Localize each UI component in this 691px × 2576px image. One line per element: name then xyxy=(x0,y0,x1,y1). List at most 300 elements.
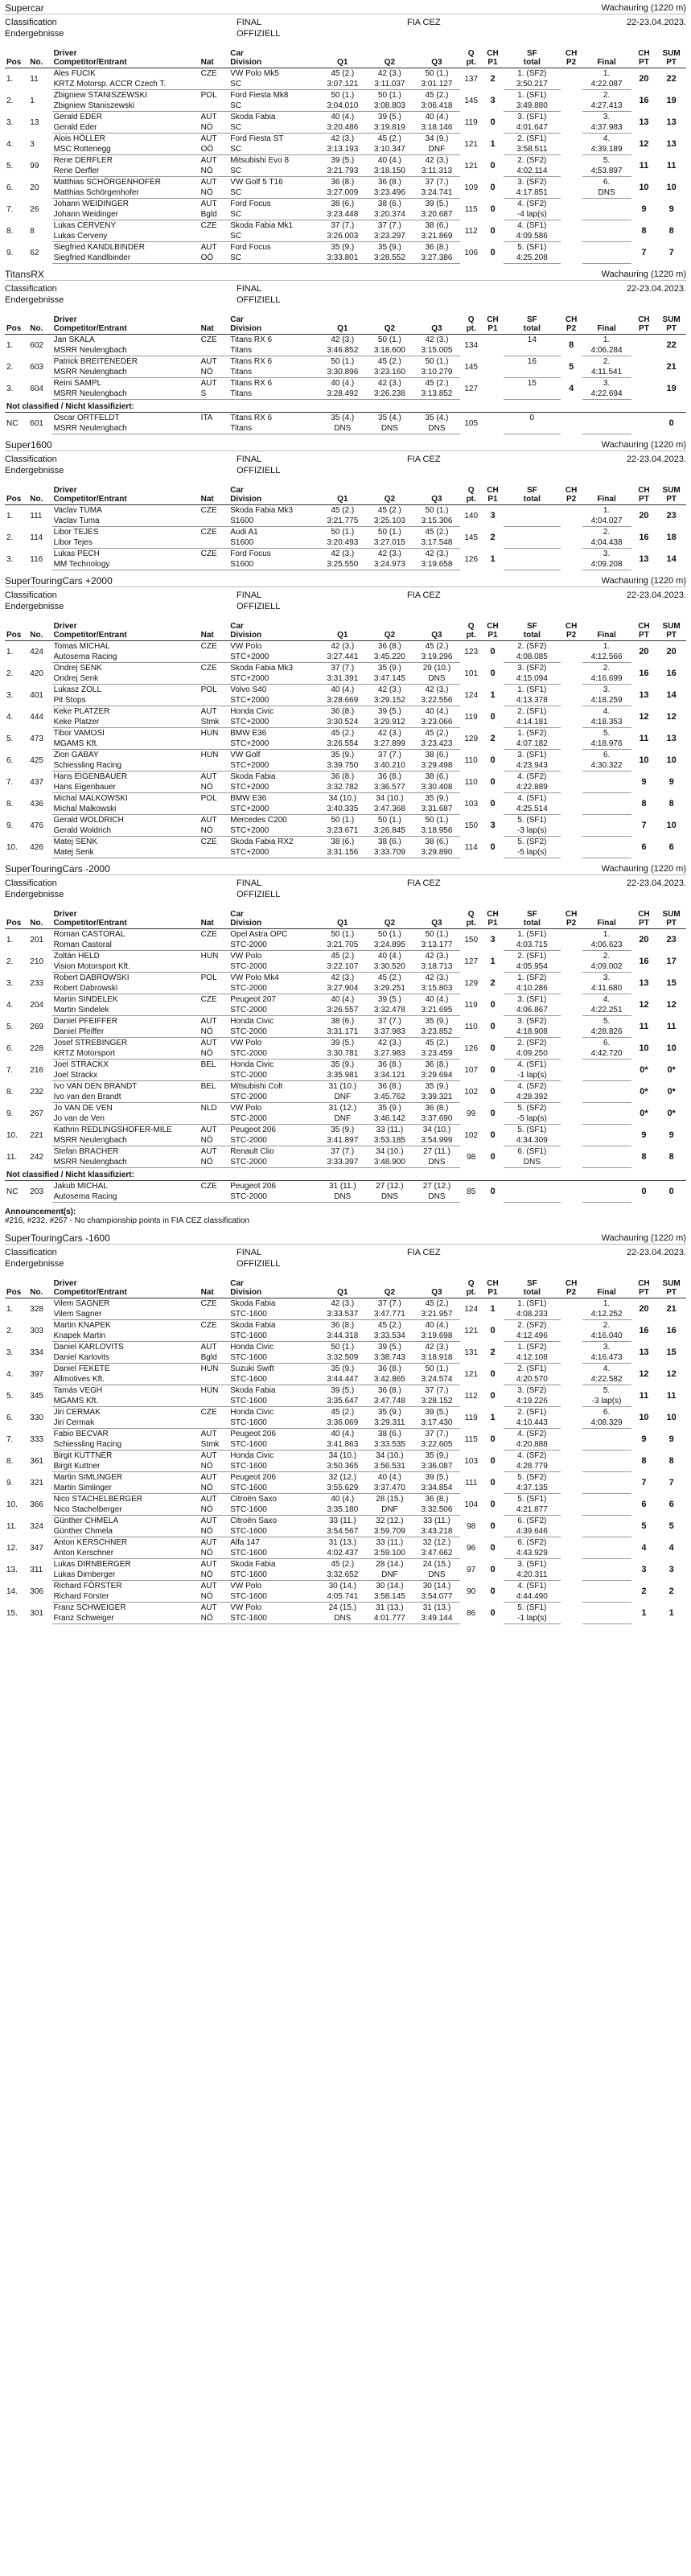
final-time: 4:12.566 xyxy=(582,652,631,663)
nat-cell: AUT xyxy=(200,178,217,187)
region-cell: NÖ xyxy=(199,166,229,177)
pos-cell: 11. xyxy=(6,1152,18,1162)
q3-points: 35 (9.) xyxy=(425,794,449,803)
sf-time: 4:28.779 xyxy=(504,1461,561,1472)
q3-time: 3:18.918 xyxy=(413,1352,461,1364)
final-time: DNS xyxy=(582,187,631,199)
division-cell: STC-2000 xyxy=(228,1157,319,1168)
ch-p1: 0 xyxy=(490,755,496,765)
final-time xyxy=(582,847,631,858)
table-row xyxy=(5,793,686,804)
ch-p1: 0 xyxy=(490,1477,496,1488)
region-cell xyxy=(199,559,229,570)
final-pos: 6. xyxy=(603,751,611,759)
offiziell-label: OFFIZIELL xyxy=(237,295,281,305)
driver-name: Jiri CERMAK xyxy=(53,1408,101,1417)
classification-label: Classification xyxy=(5,1248,57,1257)
q3-points: 36 (8.) xyxy=(425,1495,449,1504)
sf-time: 4:15.094 xyxy=(504,673,561,685)
entrant-name: Rene Derfler xyxy=(52,166,199,177)
q3-points: 50 (1.) xyxy=(425,506,449,515)
q1-time: 3:31.156 xyxy=(319,847,367,858)
q-total: 121 xyxy=(464,1326,479,1335)
column-header: SF total xyxy=(504,485,561,505)
q1-points: 36 (8.) xyxy=(331,178,355,187)
table-row xyxy=(5,1537,686,1549)
q-total: 90 xyxy=(467,1586,476,1596)
entrant-name: Schiessling Racing xyxy=(52,760,199,772)
ch-p1: 0 xyxy=(490,117,496,127)
q3-points: 24 (15.) xyxy=(422,1560,451,1569)
section-title: Super1600 xyxy=(5,438,52,451)
table-row-sub xyxy=(5,782,686,793)
pos-cell: 5. xyxy=(6,1391,14,1401)
driver-name: Martin SIMLINGER xyxy=(53,1473,123,1482)
car-cell: Alfa 147 xyxy=(230,1538,260,1547)
ch-p1: 0 xyxy=(490,1021,496,1031)
table-row xyxy=(5,1451,686,1462)
section-meta xyxy=(5,451,686,485)
car-cell: Titans RX 6 xyxy=(230,414,273,422)
ch-p2 xyxy=(561,242,582,264)
nat-cell: AUT xyxy=(200,1473,217,1482)
final-time xyxy=(582,231,631,242)
sf-result: 3. (SF2) xyxy=(517,1017,547,1026)
entrant-name: MSRR Neulengbach xyxy=(52,423,199,434)
q1-time: 3:33.801 xyxy=(319,253,367,264)
sf-time: 4:07.182 xyxy=(504,739,561,750)
number-cell: 334 xyxy=(30,1348,43,1357)
section-meta xyxy=(5,1245,686,1278)
car-cell: Volvo S40 xyxy=(230,685,267,694)
column-header: CH P2 xyxy=(561,621,582,641)
column-header: CH PT xyxy=(631,621,657,641)
q2-points: 30 (14.) xyxy=(376,1582,404,1590)
sum-pt: 17 xyxy=(666,956,677,966)
sf-time: 4:08.233 xyxy=(504,1309,561,1320)
column-header: CH PT xyxy=(631,485,657,505)
table-row-sub xyxy=(5,1070,686,1081)
number-cell: 476 xyxy=(30,821,43,830)
division-cell: STC+2000 xyxy=(228,825,319,837)
final-pos xyxy=(582,1516,631,1527)
q3-time: 3:17.430 xyxy=(413,1418,461,1429)
final-label: FINAL xyxy=(237,591,262,600)
ch-pt: 12 xyxy=(639,999,649,1010)
q2-time: 3:23.496 xyxy=(366,187,413,199)
number-cell: 601 xyxy=(30,418,43,428)
car-cell: VW Golf 5 T16 xyxy=(230,178,283,187)
sf-time: DNS xyxy=(504,1157,561,1168)
final-time: 4:12.252 xyxy=(582,1309,631,1320)
pos-cell: 3. xyxy=(6,690,14,700)
ch-p2 xyxy=(561,1581,582,1603)
ch-p1: 1 xyxy=(490,1303,496,1314)
final-pos xyxy=(582,413,631,424)
table-row xyxy=(5,929,686,940)
fia-label: FIA CEZ xyxy=(407,591,441,600)
driver-name: Günther CHMELA xyxy=(53,1516,119,1525)
final-time xyxy=(582,1548,631,1559)
division-cell: SC xyxy=(228,122,319,134)
ch-pt: 7 xyxy=(641,820,647,830)
table-body xyxy=(5,335,686,434)
sf-time xyxy=(504,537,561,549)
division-cell: STC-1600 xyxy=(228,1570,319,1581)
nat-cell: CZE xyxy=(200,1182,217,1191)
ch-p2 xyxy=(561,951,582,973)
q-total: 119 xyxy=(464,1413,478,1422)
sf-result: 5. (SF1) xyxy=(517,1125,547,1134)
column-header: CH P1 xyxy=(482,909,504,929)
q1-points: 50 (1.) xyxy=(331,528,355,537)
sf-time: 4:23.943 xyxy=(504,760,561,772)
column-header: Driver Competitor/Entrant xyxy=(52,1278,199,1298)
ch-p1: 1 xyxy=(490,138,496,149)
q3-points: 38 (6.) xyxy=(425,772,449,781)
q1-points: 36 (8.) xyxy=(331,1321,355,1330)
column-header: SUM PT xyxy=(656,315,686,335)
pos-cell: 5. xyxy=(6,734,14,743)
pos-cell: 3. xyxy=(6,117,14,127)
ch-p1: 0 xyxy=(490,1520,496,1531)
sum-pt: 9 xyxy=(668,1130,674,1140)
q3-time: 3:31.687 xyxy=(413,804,461,815)
sf-time: 4:10.286 xyxy=(504,983,561,994)
number-cell: 8 xyxy=(30,226,35,236)
car-cell: VW Polo xyxy=(230,1039,262,1047)
q1-points: 45 (2.) xyxy=(331,952,355,961)
q2-points: 37 (7.) xyxy=(377,1299,401,1308)
ch-pt: 9 xyxy=(641,776,647,787)
q3-points: 36 (8.) xyxy=(425,1104,449,1113)
q1-points: 45 (2.) xyxy=(331,1560,355,1569)
region-cell: NÖ xyxy=(199,122,229,134)
sf-result: 2. (SF2) xyxy=(517,1039,547,1047)
final-time: 4:09.208 xyxy=(582,559,631,570)
ch-p2 xyxy=(561,134,582,155)
section-title: TitansRX xyxy=(5,268,44,280)
ch-pt: 16 xyxy=(639,95,649,105)
driver-name: Matej SENK xyxy=(53,837,98,846)
ch-p2 xyxy=(561,1494,582,1516)
q1-points: 30 (14.) xyxy=(328,1582,357,1590)
driver-name: Stefan BRACHER xyxy=(53,1147,119,1156)
nat-cell: HUN xyxy=(200,751,219,759)
ch-p2 xyxy=(561,1364,582,1385)
q2-points: 50 (1.) xyxy=(377,91,401,100)
sf-result: 4. (SF2) xyxy=(517,1430,547,1438)
section-header xyxy=(5,574,686,587)
q1-time: 3:44.318 xyxy=(319,1331,367,1342)
q2-points: 50 (1.) xyxy=(377,930,401,939)
car-cell: Skoda Fabia Mk1 xyxy=(230,221,294,230)
ch-p2 xyxy=(561,1320,582,1342)
sf-result: 3. (SF2) xyxy=(517,664,547,673)
q3-time: 3:19.698 xyxy=(413,1331,461,1342)
table-row xyxy=(5,994,686,1006)
region-cell: OÖ xyxy=(199,253,229,264)
pos-cell: 13. xyxy=(6,1565,18,1574)
column-header: CH P1 xyxy=(482,621,504,641)
table-header xyxy=(5,621,686,641)
division-cell: STC-2000 xyxy=(228,1048,319,1060)
number-cell: 425 xyxy=(30,755,43,765)
q-total: 115 xyxy=(464,1434,478,1444)
table-row-sub xyxy=(5,516,686,527)
nat-cell: AUT xyxy=(200,1582,217,1590)
entrant-name: Franz Schweiger xyxy=(52,1613,199,1624)
final-label: FINAL xyxy=(237,18,262,27)
q2-points: 42 (3.) xyxy=(377,549,401,558)
final-pos: 2. xyxy=(603,1321,611,1330)
ch-p2 xyxy=(561,772,582,793)
q-total: 129 xyxy=(464,734,479,743)
ch-p1: 0 xyxy=(490,1151,496,1162)
classification-label: Classification xyxy=(5,18,57,27)
number-cell: 437 xyxy=(30,777,43,787)
q2-points: 45 (2.) xyxy=(377,506,401,515)
ch-p1: 0 xyxy=(490,1434,496,1444)
q2-time: 3:24.895 xyxy=(366,940,413,951)
pos-cell: NC xyxy=(6,1187,19,1196)
car-cell: Skoda Fabia xyxy=(230,1386,276,1395)
table-row-sub xyxy=(5,804,686,815)
nat-cell: HUN xyxy=(200,1364,219,1373)
entrant-name: Autosema Racing xyxy=(52,652,199,663)
ch-p2 xyxy=(561,155,582,177)
section-title: Supercar xyxy=(5,2,44,14)
column-header: Q pt. xyxy=(460,1278,482,1298)
q-total: 134 xyxy=(464,340,479,350)
division-cell: STC-2000 xyxy=(228,1070,319,1081)
column-header: CH P2 xyxy=(561,485,582,505)
final-time xyxy=(582,1504,631,1516)
number-cell: 26 xyxy=(30,204,39,214)
region-cell: NÖ xyxy=(199,187,229,199)
offiziell-label: OFFIZIELL xyxy=(237,29,281,39)
column-header: SF total xyxy=(504,909,561,929)
q-total: 112 xyxy=(464,226,478,236)
sum-pt: 21 xyxy=(666,1303,677,1314)
sf-time: 4:28.392 xyxy=(504,1092,561,1103)
q1-time: 3:35.180 xyxy=(319,1504,367,1516)
q-total: 123 xyxy=(464,647,479,656)
endergebnisse-label: Endergebnisse xyxy=(5,295,64,305)
q1-time: 3:27.009 xyxy=(319,187,367,199)
region-cell xyxy=(199,79,229,90)
nat-cell: AUT xyxy=(200,1147,217,1156)
table-row xyxy=(5,1364,686,1375)
region-cell: OÖ xyxy=(199,144,229,155)
sum-pt: 23 xyxy=(666,510,677,521)
final-time: 4:39.189 xyxy=(582,144,631,155)
region-cell: NÖ xyxy=(199,1027,229,1038)
sum-pt: 13 xyxy=(666,117,677,127)
car-cell: Peugeot 206 xyxy=(230,1182,276,1191)
final-time xyxy=(582,1092,631,1103)
table-row-sub xyxy=(5,760,686,772)
ch-p2 xyxy=(561,793,582,815)
final-pos xyxy=(582,1125,631,1136)
ch-pt: 10 xyxy=(639,1043,649,1053)
region-cell xyxy=(199,652,229,663)
final-pos: 3. xyxy=(603,549,611,558)
sf-result: 5. (SF1) xyxy=(517,1603,547,1612)
region-cell: Stmk xyxy=(199,1439,229,1451)
q1-time: 3:35.647 xyxy=(319,1396,367,1407)
table-row xyxy=(5,1581,686,1592)
column-header: CH PT xyxy=(631,1278,657,1298)
q3-time: 3:15.306 xyxy=(413,516,461,527)
date-label: 22-23.04.2023. xyxy=(626,455,686,464)
car-cell: Honda Civic xyxy=(230,707,274,716)
final-time xyxy=(582,1591,631,1603)
driver-name: Fabio BECVAR xyxy=(53,1430,109,1438)
entrant-name: MGAMS Kft. xyxy=(52,1396,199,1407)
table-row-sub xyxy=(5,717,686,728)
table-row-sub xyxy=(5,1548,686,1559)
sum-pt: 10 xyxy=(666,1043,677,1053)
final-pos xyxy=(582,1081,631,1093)
table-row xyxy=(5,220,686,232)
ch-pt: 7 xyxy=(641,247,647,257)
sum-pt: 7 xyxy=(668,1477,674,1488)
car-cell: Honda Civic xyxy=(230,1451,274,1460)
q-total: 85 xyxy=(467,1187,476,1196)
q1-points: 35 (9.) xyxy=(331,1060,355,1069)
pos-cell: 4. xyxy=(6,1000,14,1010)
table-row-sub xyxy=(5,1135,686,1146)
driver-name: Franz SCHWEIGER xyxy=(53,1603,126,1612)
entrant-name: Matej Senk xyxy=(52,847,199,858)
q2-time: 3:34.121 xyxy=(366,1070,413,1081)
nat-cell: CZE xyxy=(200,69,217,78)
nat-cell: HUN xyxy=(200,729,219,738)
car-cell: VW Polo xyxy=(230,1603,262,1612)
car-cell: Ford Focus xyxy=(230,200,271,208)
q-total: 99 xyxy=(467,1109,476,1118)
ch-p1: 0 xyxy=(490,1564,496,1574)
table-row xyxy=(5,973,686,984)
table-row xyxy=(5,155,686,167)
ch-pt: 13 xyxy=(639,689,649,700)
q-total: 145 xyxy=(464,362,479,372)
q2-points: 35 (9.) xyxy=(377,1408,401,1417)
results-section xyxy=(5,862,686,1225)
table-row-sub xyxy=(5,1157,686,1168)
entrant-name: Allmotives Kft. xyxy=(52,1374,199,1385)
q-total: 104 xyxy=(464,1500,479,1509)
ch-pt: 3 xyxy=(641,1564,647,1574)
final-time: 4:37.983 xyxy=(582,122,631,134)
nat-cell: AUT xyxy=(200,1430,217,1438)
number-cell: 321 xyxy=(30,1478,43,1488)
offiziell-label: OFFIZIELL xyxy=(237,1259,281,1269)
entrant-name: MSRR Neulengbach xyxy=(52,367,199,378)
q1-points: 31 (10.) xyxy=(328,1082,357,1091)
nat-cell: CZE xyxy=(200,995,217,1004)
number-cell: 203 xyxy=(30,1187,43,1196)
car-cell: Peugeot 206 xyxy=(230,1125,276,1134)
car-cell: Citroën Saxo xyxy=(230,1516,278,1525)
number-cell: 366 xyxy=(30,1500,43,1509)
q1-points: 42 (3.) xyxy=(331,549,355,558)
ch-p2 xyxy=(561,1451,582,1472)
ch-pt: 8 xyxy=(641,1151,647,1162)
final-time xyxy=(582,209,631,220)
driver-name: Martin KNAPEK xyxy=(53,1321,111,1330)
q2-time: 3:46.142 xyxy=(366,1113,413,1125)
final-pos xyxy=(582,1581,631,1592)
division-cell: STC-1600 xyxy=(228,1613,319,1624)
q2-time: 3:33.535 xyxy=(366,1439,413,1451)
car-cell: Skoda Fabia xyxy=(230,1560,276,1569)
q1-points: 35 (9.) xyxy=(331,1364,355,1373)
driver-name: Matthias SCHÖRGENHOFER xyxy=(53,178,161,187)
driver-name: Johann WEIDINGER xyxy=(53,200,129,208)
q3-points: 40 (4.) xyxy=(425,1321,449,1330)
q2-points: 31 (13.) xyxy=(376,1603,404,1612)
column-header: Final xyxy=(582,485,631,505)
car-cell: Skoda Fabia xyxy=(230,772,276,781)
division-cell: STC+2000 xyxy=(228,739,319,750)
entrant-name: Ivo van den Brandt xyxy=(52,1092,199,1103)
number-cell: 361 xyxy=(30,1456,43,1466)
table-row-sub xyxy=(5,144,686,155)
ch-pt xyxy=(631,356,657,378)
q3-points: 42 (3.) xyxy=(425,549,449,558)
column-header: CH P1 xyxy=(482,48,504,68)
q1-time: 3:35.981 xyxy=(319,1070,367,1081)
q3-time: 3:18.956 xyxy=(413,825,461,837)
column-header: SUM PT xyxy=(656,621,686,641)
final-time: 4:22.582 xyxy=(582,1374,631,1385)
q1-points: 35 (9.) xyxy=(331,243,355,252)
table-row-sub xyxy=(5,1309,686,1320)
column-header: Q2 xyxy=(366,315,413,335)
q2-points: 34 (10.) xyxy=(376,794,404,803)
ch-p2 xyxy=(561,663,582,685)
ch-p2 xyxy=(561,549,582,570)
q2-points: 42 (3.) xyxy=(377,685,401,694)
ch-p1: 2 xyxy=(490,73,496,84)
sf-result: 4. (SF1) xyxy=(517,221,547,230)
car-cell: VW Polo xyxy=(230,952,262,961)
final-time xyxy=(582,1570,631,1581)
q1-points: 36 (8.) xyxy=(331,707,355,716)
q-total: 98 xyxy=(467,1521,476,1531)
table-row-sub xyxy=(5,1191,686,1203)
sf-result: 3. (SF2) xyxy=(517,1386,547,1395)
nat-cell: HUN xyxy=(200,952,219,961)
q2-time: 3:29.311 xyxy=(366,1418,413,1429)
region-cell: NÖ xyxy=(199,1135,229,1146)
sum-pt: 0* xyxy=(667,1108,676,1118)
q2-time: 3:59.100 xyxy=(366,1548,413,1559)
q1-points: 50 (1.) xyxy=(331,357,355,366)
q1-time: 3:21.705 xyxy=(319,940,367,951)
driver-name: Gerald EDER xyxy=(53,113,103,121)
q1-time: 3:33.537 xyxy=(319,1309,367,1320)
ch-p1: 0 xyxy=(490,1542,496,1553)
sum-pt: 8 xyxy=(668,1455,674,1466)
sf-time: -4 lap(s) xyxy=(504,209,561,220)
final-pos: 4. xyxy=(603,995,611,1004)
q1-points: 50 (1.) xyxy=(331,816,355,825)
car-cell: Suzuki Swift xyxy=(230,1364,274,1373)
car-cell: Skoda Fabia Mk3 xyxy=(230,506,294,515)
